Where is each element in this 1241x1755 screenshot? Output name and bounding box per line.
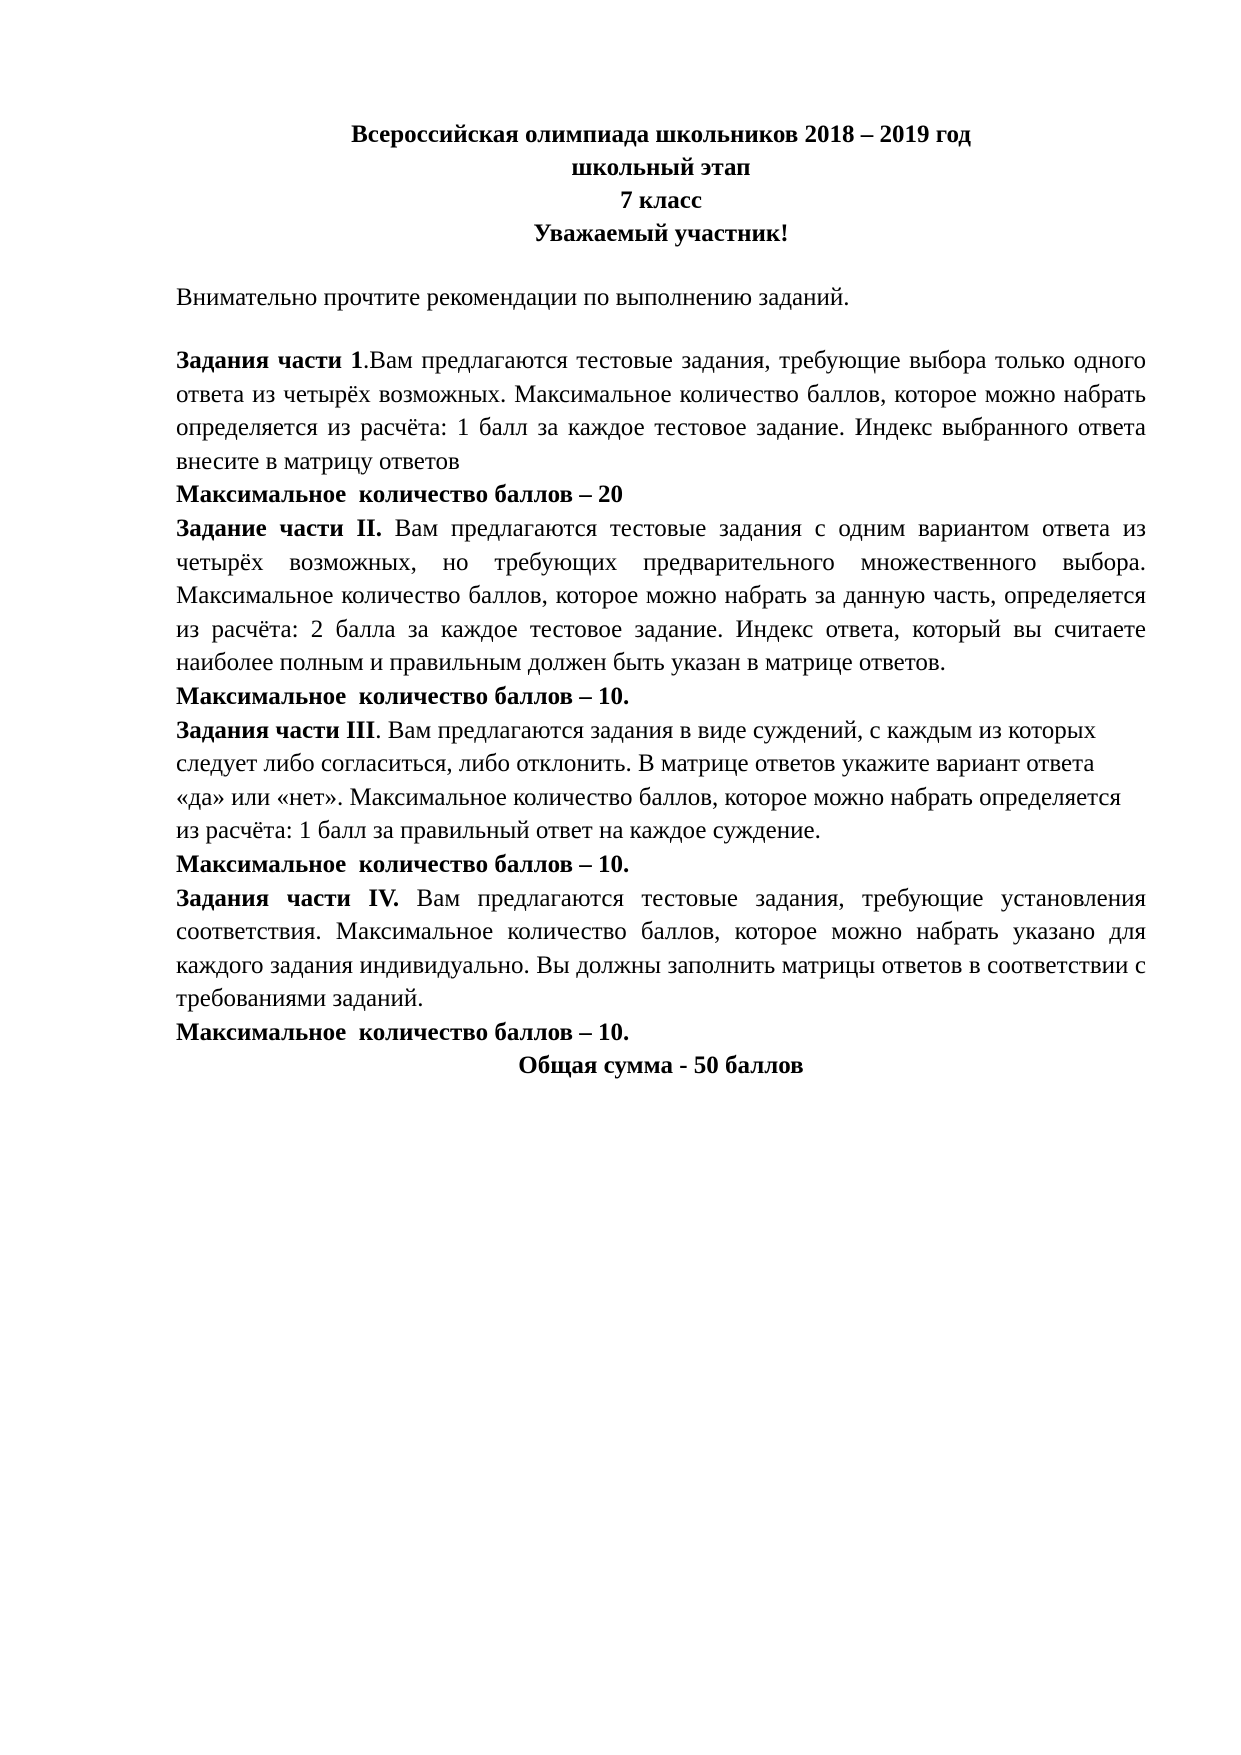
- section-2-max-score: Максимальное количество баллов – 10.: [176, 682, 630, 710]
- document-page: [176, 118, 1146, 1083]
- section-4-title: Задания части IV.: [176, 884, 400, 912]
- section-4-body: Вам предлагаются тестовые задания, требующие установления соответствия. Максимальное количество баллов, которое можно набрать указано для каждого задания индивидуально. Вы должны заполнить матрицы ответов в соответствии с требованиями заданий.: [176, 884, 1146, 1013]
- section-2-title: Задание части II.: [176, 514, 383, 542]
- section-1-body: .Вам предлагаются тестовые задания, требующие выбора только одного ответа из четырёх возможных. Максимальное количество баллов, которое можно набрать определяется из расчёта: 1 балл за каждое тестовое задание. Индекс выбранного ответа внесите в матрицу ответов: [176, 347, 1146, 475]
- olympiad-title: Всероссийская олимпиада школьников 2018 – 2019 год: [351, 121, 971, 148]
- grade-title: 7 класс: [620, 187, 702, 214]
- intro-text: Внимательно прочтите рекомендации по выполнению заданий.: [176, 284, 850, 311]
- total-score: Общая сумма - 50 баллов: [518, 1052, 804, 1080]
- section-3-max-score: Максимальное количество баллов – 10.: [176, 850, 630, 878]
- section-2-body: Вам предлагаются тестовые задания с одним вариантом ответа из четырёх возможных, но требующих предварительного множественного выбора. Максимальное количество баллов, которое можно набрать за данную часть, определяется из расчёта: 2 балла за каждое тестовое задание. Индекс ответа, который вы считаете наиболее полным и правильным должен быть указан в матрице ответов.: [176, 514, 1146, 677]
- greeting: Уважаемый участник!: [533, 220, 789, 247]
- section-1-title: Задания части 1: [176, 347, 364, 374]
- section-3-title: Задания части III: [176, 716, 376, 744]
- section-1-text: [176, 344, 1146, 478]
- stage-title: школьный этап: [571, 154, 751, 181]
- section-4-max-score: Максимальное количество баллов – 10.: [176, 1018, 630, 1046]
- section-2-text: [176, 512, 1146, 680]
- section-1-max-score: Максимальное количество баллов – 20: [176, 481, 623, 509]
- section-4-text: [176, 882, 1146, 1016]
- section-3-body: . Вам предлагаются задания в виде суждений, с каждым из которых следует либо согласиться, либо отклонить. В матрице ответов укажите вариант ответа «да» или «нет». Максимальное количество баллов, которое можно набрать определяется из расчёта: 1 балл за правильный ответ на каждое суждение.: [176, 716, 1122, 845]
- section-3-text: [176, 714, 1146, 848]
